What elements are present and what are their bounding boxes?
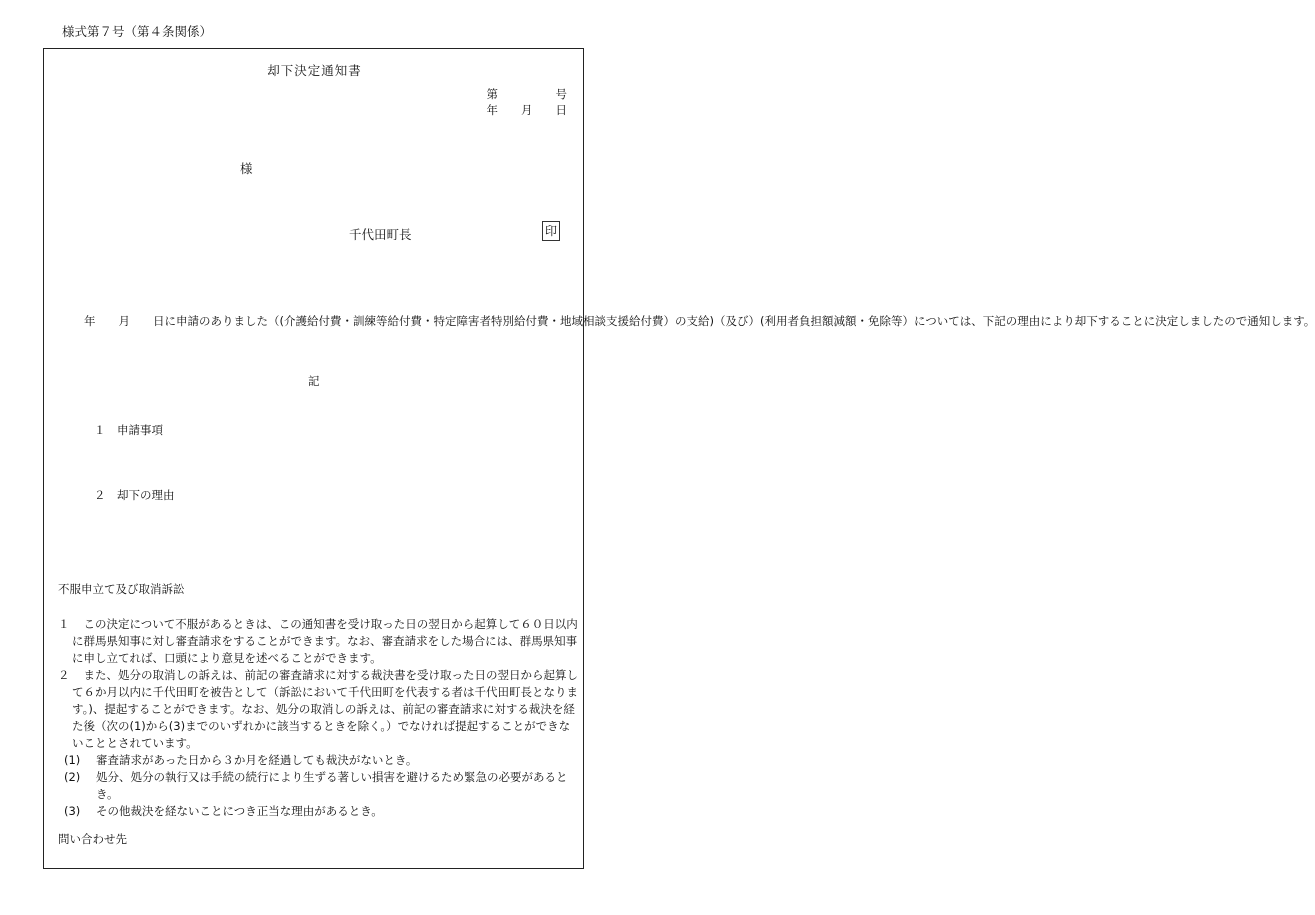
subnote-number: (2) [64, 770, 81, 784]
notice-body-text: 年 月 日に申請のありました（(介護給付費・訓練等給付費・特定障害者特別給付費・地域相談支援給付費）の支給)（及び）(利用者負担額減額・免除等）については、下記の理由により却下することに決定しましたので通知します。 [84, 313, 1315, 328]
seal-mark: 印 [542, 221, 560, 241]
subnote-number: (3) [64, 804, 81, 818]
subnote-item [58, 752, 580, 769]
item-label: 申請事項 [117, 423, 163, 437]
appeal-notes [58, 616, 580, 820]
notice-frame [43, 48, 1315, 869]
form-number-label: 様式第７号（第４条関係） [62, 24, 213, 39]
note-text: また、処分の取消しの訴えは、前記の審査請求に対する裁決書を受け取った日の翌日から起算して６か月以内に千代田町を被告として（訴訟において千代田町を代表する者は千代田町長となります。)、提起することができます。なお、処分の取消しの訴えは、前記の審査請求に対する裁決を経た後（次の(1)から(3)までのいずれかに該当するときを除く。）でなければ提起することができないこととされています。 [72, 668, 578, 750]
subnote-text: その他裁決を経ないことにつき正当な理由があるとき。 [96, 804, 383, 818]
ki-heading: 記 [308, 374, 320, 388]
addressee-suffix: 様 [240, 161, 253, 176]
document-number-line: 第 号 [486, 87, 567, 101]
notice-body [84, 281, 1315, 334]
note-number: １ [58, 617, 70, 631]
item-application-matter [94, 422, 163, 438]
item-number: ２ [94, 488, 106, 502]
note-item [58, 616, 580, 667]
document-date-line: 年 月 日 [486, 103, 567, 117]
document-title: 却下決定通知書 [267, 63, 362, 78]
appeal-heading: 不服申立て及び取消訴訟 [58, 582, 185, 596]
note-item [58, 667, 580, 752]
note-number: ２ [58, 668, 70, 682]
item-label: 却下の理由 [117, 488, 175, 502]
subnote-item [58, 769, 580, 803]
subnote-item [58, 803, 580, 820]
subnote-text: 審査請求があった日から３か月を経過しても裁決がないとき。 [96, 753, 418, 767]
contact-label: 問い合わせ先 [58, 832, 127, 846]
note-text: この決定について不服があるときは、この通知書を受け取った日の翌日から起算して６０日以内に群馬県知事に対し審査請求をすることができます。なお、審査請求をした場合には、群馬県知事に申し立てれば、口頭により意見を述べることができます。 [72, 617, 578, 665]
item-rejection-reason [94, 487, 175, 503]
subnote-text: 処分、処分の執行又は手続の続行により生ずる著しい損害を避けるため緊急の必要があるとき。 [96, 770, 568, 801]
item-number: １ [94, 423, 106, 437]
issuer-name: 千代田町長 [349, 227, 412, 242]
subnote-number: (1) [64, 753, 81, 767]
